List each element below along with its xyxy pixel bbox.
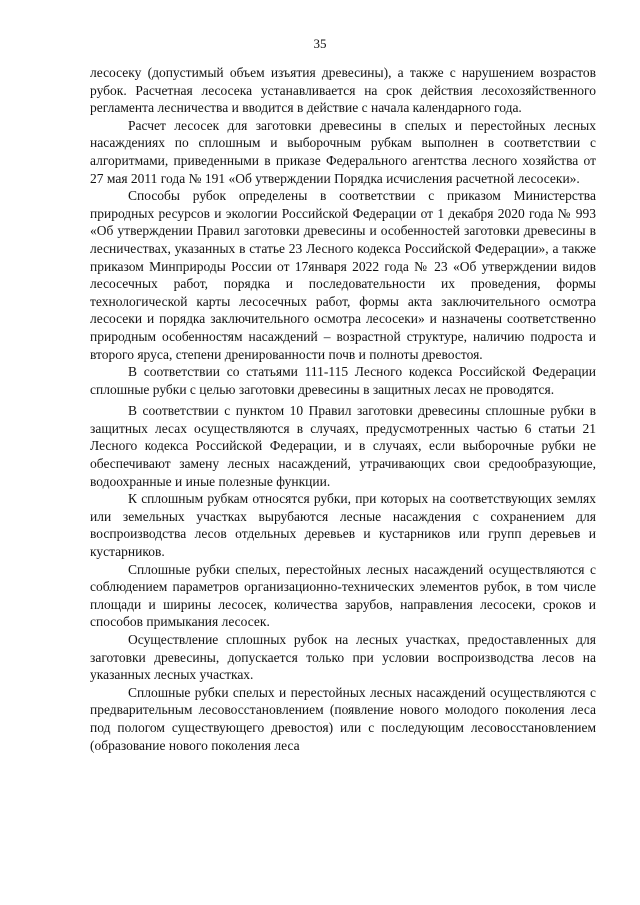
paragraph-6: К сплошным рубкам относятся рубки, при которых на соответствующих землях или земельных участках вырубаются лесные насаждения с сохранением для воспроизводства лесов отдельных деревьев и кустарников или групп деревьев и кустарников. xyxy=(90,491,596,560)
body-text xyxy=(90,64,596,754)
paragraph-7: Сплошные рубки спелых, перестойных лесных насаждений осуществляются с соблюдением параметров организационно-технических элементов рубок, в том числе площади и ширины лесосек, количества зарубов, направления лесосеки, сроков и способов примыкания лесосек. xyxy=(90,561,596,630)
paragraph-2: Расчет лесосек для заготовки древесины в спелых и перестойных лесных насаждениях по сплошным и выборочным рубкам выполнен в соответствии с алгоритмами, приведенными в приказе Федерального агентства лесного хозяйства от 27 мая 2011 года № 191 «Об утверждении Порядка исчисления расчетной лесосеки». xyxy=(90,117,596,186)
page-number: 35 xyxy=(313,36,327,51)
paragraph-8: Осуществление сплошных рубок на лесных участках, предоставленных для заготовки древесины, допускается только при условии воспроизводства лесов на указанных лесных участках. xyxy=(90,632,596,683)
paragraph-9: Сплошные рубки спелых и перестойных лесных насаждений осуществляются с предварительным лесовосстановлением (появление нового молодого поколения леса под пологом существующего древостоя) или с последующим лесовосстановлением (образование нового поколения леса xyxy=(90,684,596,753)
paragraph-1: лесосеку (допустимый объем изъятия древесины), а также с нарушением возрастов рубок. Расчетная лесосека устанавливается на срок действия лесохозяйственного регламента лесничества и вводится в действие с начала календарного года. xyxy=(90,65,596,116)
paragraph-5: В соответствии с пунктом 10 Правил заготовки древесины сплошные рубки в защитных лесах осуществляются в случаях, предусмотренных частью 6 статьи 21 Лесного кодекса Российской Федерации, и в случаях, если выборочные рубки не обеспечивают замену лесных насаждений, утрачивающих свои средообразующие, водоохранные и иные полезные функции. xyxy=(90,403,596,489)
paragraph-3: Способы рубок определены в соответствии с приказом Министерства природных ресурсов и экологии Российской Федерации от 1 декабря 2020 года № 993 «Об утверждении Правил заготовки древесины и особенностей заготовки древесины в лесничествах, указанных в статье 23 Лесного кодекса Российской Федерации», а также приказом Минприроды России от 17января 2022 года № 23 «Об утверждении видов лесосечных работ, порядка и последовательности их проведения, формы технологической карты лесосечных работ, формы акта заключительного осмотра лесосеки и порядка заключительного осмотра лесосеки» и назначены соответственно природным особенностям насаждений – возрастной структуре, наличию подроста и второго яруса, степени дренированности почв и полноты древостоя. xyxy=(90,188,596,362)
paragraph-4: В соответствии со статьями 111-115 Лесного кодекса Российской Федерации сплошные рубки с целью заготовки древесины в защитных лесах не проводятся. xyxy=(90,364,596,397)
